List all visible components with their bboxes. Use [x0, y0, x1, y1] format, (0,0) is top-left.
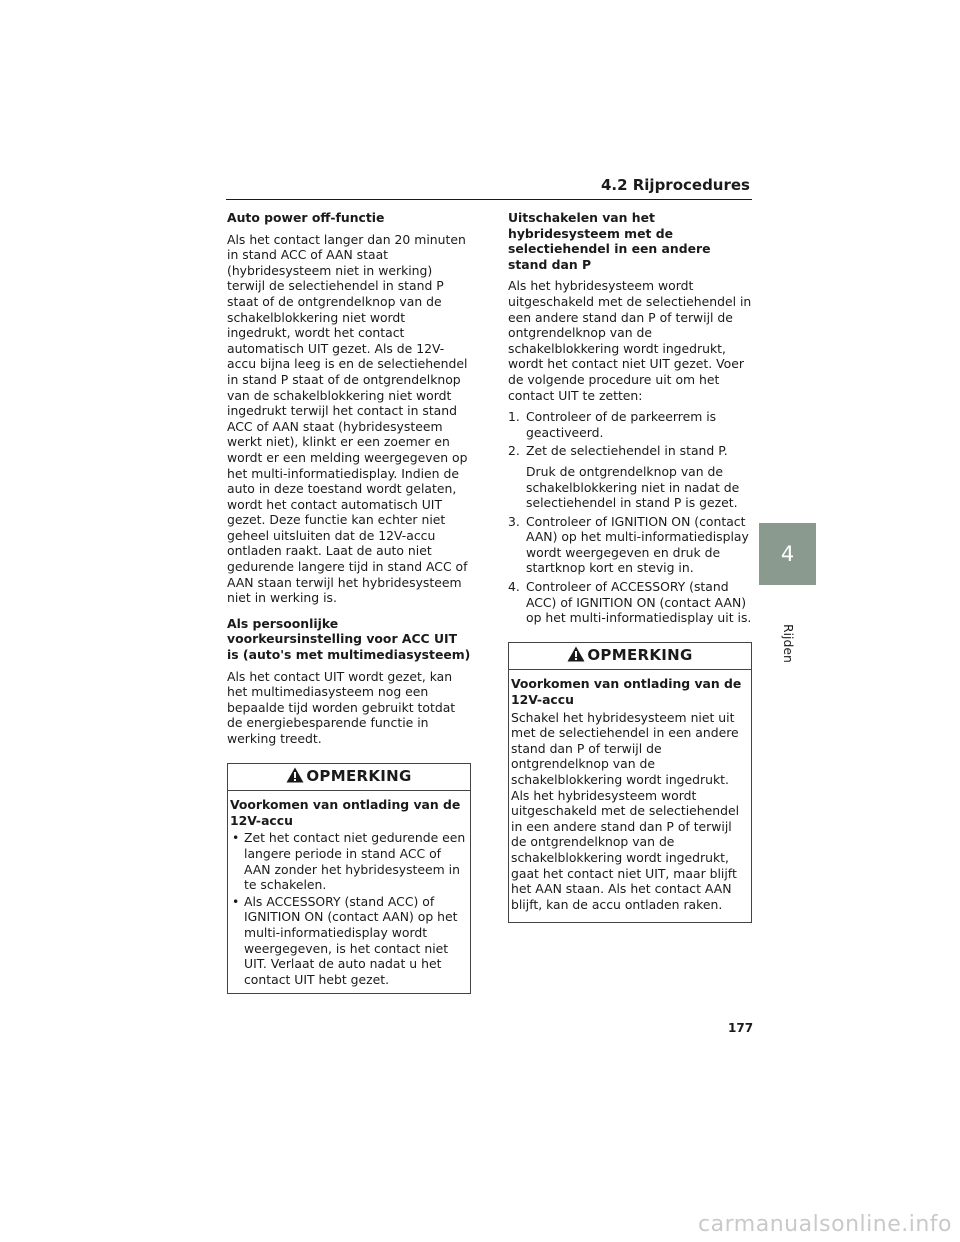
notice-heading: Voorkomen van ontlading van de 12V-accu [230, 797, 461, 828]
notice-title: OPMERKING [587, 645, 693, 664]
notice-bullet: • Zet het contact niet gedurende een langere periode in stand ACC of AAN zonder het hybridesysteem in te schakelen. [232, 830, 466, 893]
step-item: 3. Controleer of IGNITION ON (contact AAN) op het multi-informatiedisplay wordt weergegeven en druk de startknop kort en stevig in. [508, 513, 749, 576]
notice-title: OPMERKING [306, 766, 412, 785]
page-number: 177 [728, 1021, 754, 1035]
notice-bullet-list [230, 830, 468, 987]
right-column [508, 210, 752, 923]
notice-header [228, 764, 470, 792]
notice-body [509, 670, 751, 922]
step-item: 4. Controleer of ACCESSORY (stand ACC) of IGNITION ON (contact AAN) op het multi-informatiedisplay uit is. [508, 579, 752, 626]
watermark: carmanualsonline.info [698, 1212, 952, 1237]
auto-power-heading: Auto power off-functie [227, 210, 385, 225]
personal-pref-body: Als het contact UIT wordt gezet, kan het multimediasysteem nog een bepaalde tijd worden gebruikt totdat de energiebesparende functie in werking treedt. [227, 668, 456, 746]
notice-heading: Voorkomen van ontlading van de 12V-accu [511, 676, 742, 708]
step-subnote: Druk de ontgrendelknop van de schakelblokkering niet in nadat de selectiehendel in stand P is gezet. [526, 463, 740, 511]
notice-body [228, 791, 470, 993]
chapter-number: 4 [780, 542, 795, 566]
step-item: 1. Controleer of de parkeerrem is geactiveerd. [508, 409, 717, 440]
personal-pref-heading: Als persoonlijke voorkeursinstelling voor ACC UIT is (auto's met multimediasysteem) [227, 615, 471, 663]
section-title: 4.2 Rijprocedures [600, 176, 750, 194]
chapter-tab [759, 523, 816, 585]
notice-box-right [508, 642, 752, 924]
step-item: 2. Zet de selectiehendel in stand P. Druk de ontgrendelknop van de schakelblokkering niet in nadat de selectiehendel in stand P is gezet. [508, 443, 752, 510]
shutdown-heading: Uitschakelen van het hybridesysteem met de selectiehendel in een andere stand dan P [508, 210, 711, 272]
notice-bullet: • Als ACCESSORY (stand ACC) of IGNITION ON (contact AAN) op het multi-informatiedisplay wordt weergegeven, is het contact niet UIT. Verlaat de auto nadat u het contact UIT hebt gezet. [232, 893, 458, 987]
notice-header [509, 643, 751, 671]
chapter-label: Rijden [781, 624, 796, 663]
warning-icon [286, 767, 304, 787]
notice-text: Schakel het hybridesysteem niet uit met de selectiehendel in een andere stand dan P of terwijl de ontgrendelknop van de schakelblokkering wordt ingedrukt. Als het hybridesysteem wordt uitgeschakeld met de selectiehendel in een andere stand dan P of terwijl de ontgrendelknop van de schakelblokkering wordt ingedrukt, gaat het contact niet UIT, maar blijft het AAN staan. Als het contact AAN blijft, kan de accu ontladen raken. [511, 709, 740, 912]
header-divider [226, 199, 752, 200]
auto-power-body: Als het contact langer dan 20 minuten in stand ACC of AAN staat (hybridesysteem niet in werking) terwijl de selectiehendel in stand P staat of de ontgrendelknop van de schakelblokkering niet wordt ingedrukt, wordt het contact automatisch UIT gezet. Als de 12V-accu bijna leeg is en de selectiehendel in stand P staat of de ontgrendelknop van de schakelblokkering niet wordt ingedrukt terwijl het contact in stand ACC of AAN staat (hybridesysteem werkt niet), klinkt er een zoemer en wordt er een melding weergegeven op het multi-informatiedisplay. Indien de auto in deze toestand wordt gelaten, wordt het contact automatisch UIT gezet. Deze functie kan echter niet geheel uitsluiten dat de 12V-accu ontladen raakt. Laat de auto niet gedurende langere tijd in stand ACC of AAN staan terwijl het hybridesysteem niet in werking is. [227, 231, 468, 606]
shutdown-steps [508, 409, 752, 626]
shutdown-intro: Als het hybridesysteem wordt uitgeschakeld met de selectiehendel in een andere stand dan P of terwijl de ontgrendelknop van de schakelblokkering wordt ingedrukt, wordt het contact niet UIT gezet. Voer de volgende procedure uit om het contact UIT te zetten: [508, 278, 752, 403]
notice-box-left [227, 763, 471, 995]
warning-icon [567, 646, 585, 666]
left-column [227, 210, 471, 994]
